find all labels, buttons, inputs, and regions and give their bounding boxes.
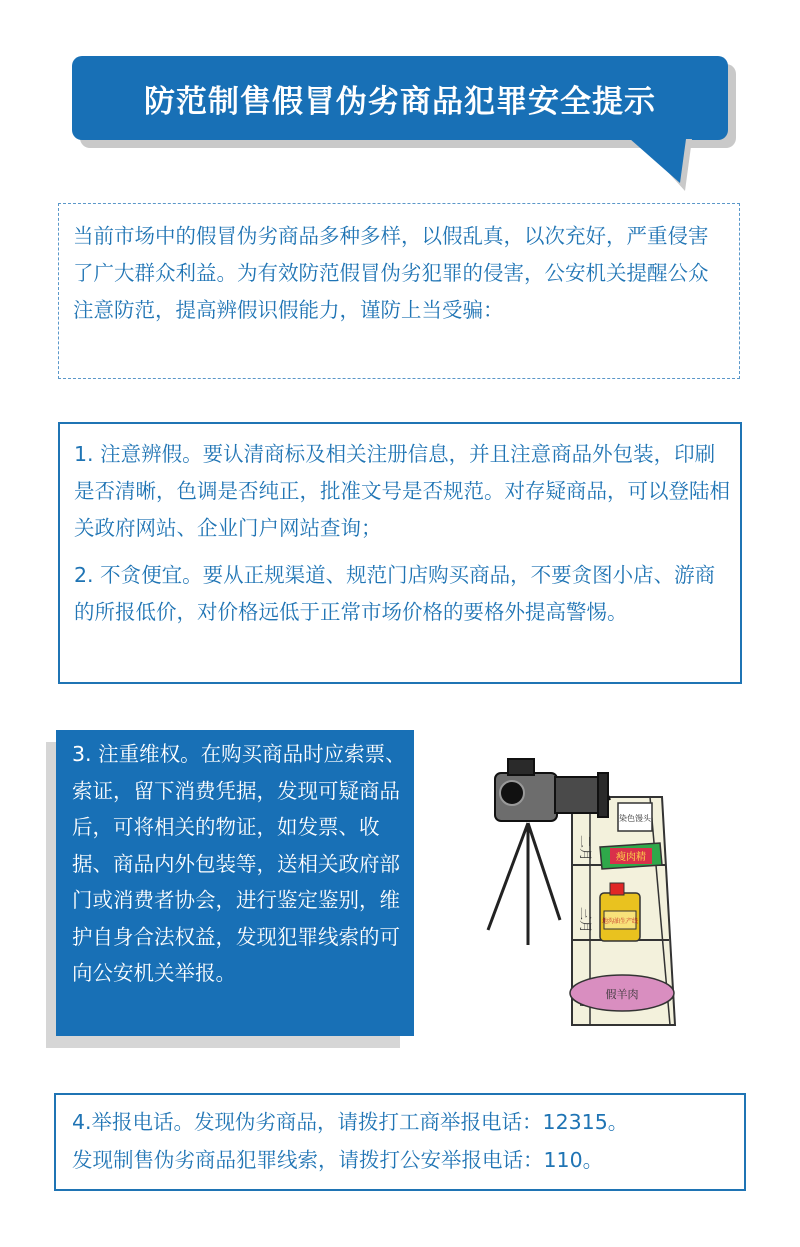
camera-calendar-illustration [460,735,780,1035]
intro-text: 当前市场中的假冒伪劣商品多种多样，以假乱真，以次充好，严重侵害了广大群众利益。为有效防范假冒伪劣犯罪的侵害，公安机关提醒公众注意防范，提高辨假识假能力，谨防上当受骗： [73,224,709,322]
hotline-line: 发现制售伪劣商品犯罪线索，请拨打公安举报电话：110。 [72,1148,604,1172]
hotline-line: 4.举报电话。发现伪劣商品，请拨打工商举报电话：12315。 [72,1110,629,1134]
page-title: 防范制售假冒伪劣商品犯罪安全提示 [144,83,656,120]
month-label: 三月 [577,907,592,934]
rights-box [56,730,414,1036]
product-label: 瘦肉精 [616,852,646,863]
rights-text: 3. 注重维权。在购买商品时应索票、索证，留下消费凭据，发现可疑商品后，可将相关的物证，如发票、收据、商品内外包装等，送相关政府部门或消费者协会，进行鉴定鉴别，维护自身合法权益，发现犯罪线索的可向公安机关举报。 [72,742,406,985]
intro-box [58,203,740,379]
product-label: 假羊肉 [605,988,639,1001]
product-label: 地沟油生产线 [601,918,639,925]
speech-bubble-tail [630,139,700,199]
tip-item: 2. 不贪便宜。要从正规渠道、规范门店购买商品，不要贪图小店、游商的所报低价，对价格远低于正常市场价格的要格外提高警惕。 [74,563,716,624]
tips-box [58,422,742,684]
month-label: 二月 [577,835,592,862]
hotline-box [54,1093,746,1191]
tip-item: 1. 注意辨假。要认清商标及相关注册信息，并且注意商品外包装，印刷是否清晰，色调是否纯正，批准文号是否规范。对存疑商品，可以登陆相关政府网站、企业门户网站查询； [74,442,730,540]
title-banner [72,56,728,140]
product-label: 染色馒头 [619,814,651,823]
